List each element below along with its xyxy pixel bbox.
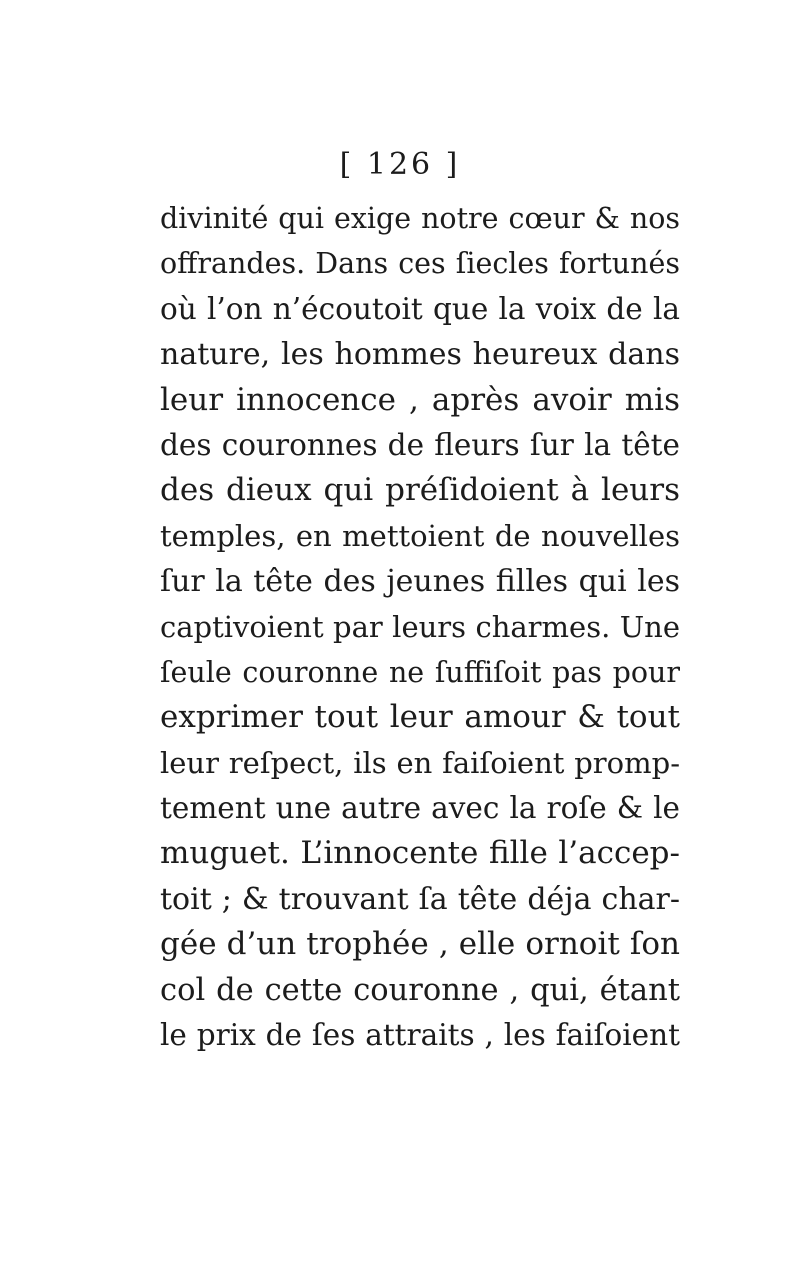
text-line: gée d’un trophée , elle ornoit ſon [160,926,680,963]
text-line: le prix de ſes attraits , les faiſoient [160,1018,680,1053]
text-line: ſur la tête des jeunes filles qui les [160,564,680,600]
text-line: leur reſpect, ils en faiſoient promp- [160,745,680,780]
text-line: divinité qui exige notre cœur & nos [160,202,680,235]
text-line: exprimer tout leur amour & tout [160,699,680,736]
text-line: où l’on n’écoutoit que la voix de la [160,291,680,326]
text-line: offrandes. Dans ces ſiecles fortunés [160,247,680,281]
text-line: muguet. L’innocente fille l’accep- [160,835,680,872]
text-line: des dieux qui préſidoient à leurs [160,472,680,509]
text-line: tement une autre avec la roſe & le [160,791,680,826]
text-line: toit ; & trouvant ſa tête déja char- [160,881,680,917]
text-line: temples, en mettoient de nouvelles [160,518,680,553]
page-number: [ 126 ] [339,147,461,182]
body-text [160,196,680,1058]
text-line: nature, les hommes heureux dans [160,337,680,373]
text-line: col de cette couronne , qui, étant [160,972,680,1008]
text-line: ſeule couronne ne ſuffiſoit pas pour [160,655,680,689]
text-line: captivoient par leurs charmes. Une [160,609,680,644]
text-line: leur innocence , après avoir mis [160,381,680,418]
text-line: des couronnes de fleurs ſur la tête [160,427,680,462]
